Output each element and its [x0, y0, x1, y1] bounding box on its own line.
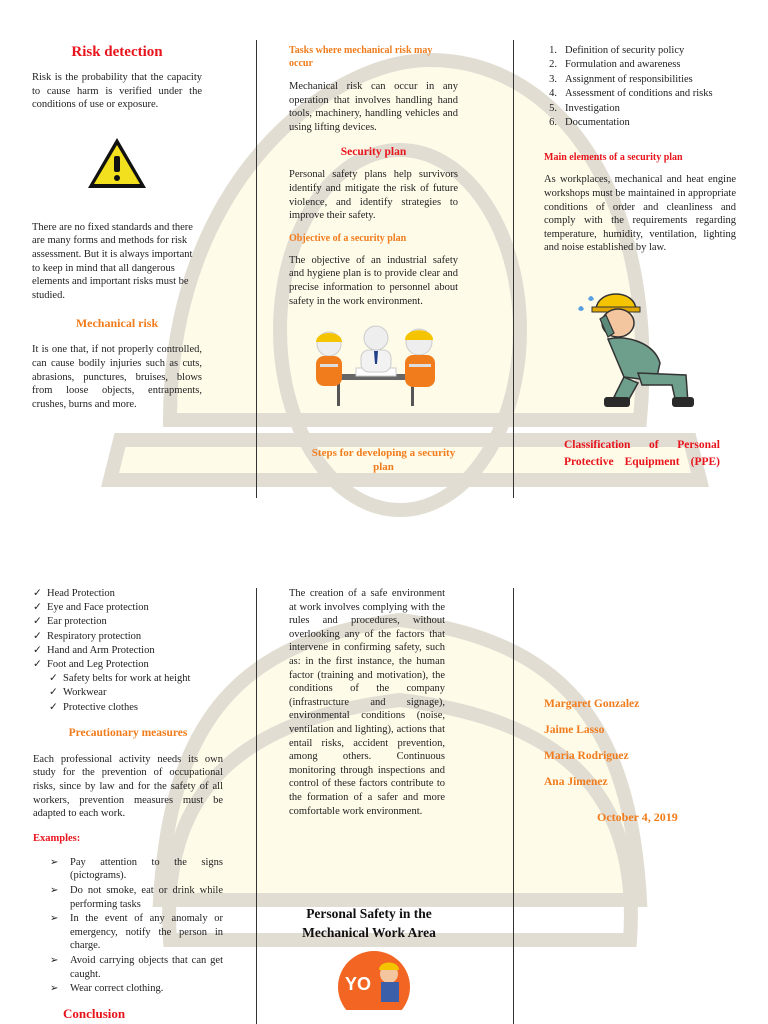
list-item: 4. Assessment of conditions and risks [549, 88, 713, 100]
conclusion-title: Conclusion [63, 1005, 126, 1021]
list-item: 6. Documentation [549, 117, 630, 129]
conclusion-text: The creation of a safe environment at work involves complying with the rules and procedures, without overlooking any of the factors that intervene in confirming safety, such as: in the first instance, the human factor (training and motivation), the conditions of the company (infrastructure and signage), environmental conditions (noise, ventilation and lighting), actions that entail risks, accident prevention, among others. Continuous monitoring through inspections and control of these factors contribute to the formation of a safer and more comfortable work environment. [289, 588, 445, 817]
tasks-title: Tasks where mechanical risk may occur [289, 45, 433, 69]
warning-triangle-icon [32, 136, 202, 195]
list-item: 3. Assignment of responsibilities [549, 73, 693, 85]
list-item: 5. Investigation [549, 102, 620, 114]
list-item: 2. Formulation and awareness [549, 59, 681, 71]
badge-text: YO [345, 974, 372, 995]
examples-list [33, 856, 223, 996]
author-name: Ana Jimenez [544, 776, 608, 788]
list-item: ✓ Eye and Face protection [33, 602, 149, 614]
risk-definition-text: Risk is the probability that the capacity to cause harm is verified under the conditions of use or exposure. [32, 72, 202, 111]
cover-title: Personal Safety in the Mechanical Work Area [302, 906, 436, 941]
list-item: ✓ Hand and Arm Protection [33, 644, 155, 656]
column-divider-2 [513, 40, 514, 498]
panel-conclusion-cover [289, 587, 445, 1010]
panel-risk-detection [32, 44, 202, 411]
list-item: ✓ Protective clothes [49, 701, 138, 713]
tasks-text: Mechanical risk can occur in any operation that involves handling hand tools, machinery, handling vehicles and using lifting devices. [289, 81, 458, 133]
main-elements-text: As workplaces, mechanical and heat engine workshops must be maintained in appropriate conditions of order and cleanliness and comply with the requirements regarding temperature, humidity, ventilation, lighting and noise established by law. [544, 174, 736, 254]
list-item: ✓ Respiratory protection [33, 630, 142, 642]
risk-detection-title: Risk detection [71, 44, 163, 60]
list-item: ✓ Workwear [49, 687, 107, 699]
steps-title: Steps for developing a security plan [311, 447, 456, 474]
tired-worker-illustration [568, 285, 718, 415]
team-meeting-illustration [301, 324, 451, 408]
list-item: ➢ Avoid carrying objects that can get caught. [50, 954, 223, 980]
precautionary-text: Each professional activity needs its own study for the prevention of occupational risks, since by law and for the safety of all workers, prevention measures must be adapted to each work. [33, 753, 223, 820]
risk-assessment-text: There are no fixed standards and there are many forms and methods for risk assessment. But it is always important to keep in mind that all dangerous elements and important risks must be studied. [32, 221, 193, 301]
steps-list [540, 44, 736, 130]
ppe-classification-title: Classification of Personal Protective Equipment (PPE) [564, 439, 720, 468]
mechanical-risk-title: Mechanical risk [75, 316, 159, 331]
objective-text: The objective of an industrial safety and hygiene plan is to provide clear and precise information to personnel about safety in the work environment. [289, 254, 458, 307]
panel-ppe-precautions [33, 587, 223, 1022]
precautionary-title: Precautionary measures [68, 726, 188, 739]
panel-security-plan [289, 44, 458, 474]
list-item: ➢ Wear correct clothing. [50, 983, 164, 995]
column-divider-1 [256, 40, 257, 498]
list-item: ✓ Ear protection [33, 616, 107, 628]
list-item: 1. Definition of security policy [549, 45, 685, 56]
examples-title: Examples: [33, 832, 81, 844]
column-divider-4 [513, 588, 514, 1024]
author-name: Jaime Lasso [544, 724, 605, 736]
author-name: Maria Rodriguez [544, 750, 629, 762]
date-text: October 4, 2019 [597, 810, 678, 824]
worker-badge-logo [337, 950, 411, 1010]
author-name: Margaret Gonzalez [544, 698, 640, 710]
list-item: ➢ In the event of any anomaly or emergency, notify the person in charge. [50, 913, 223, 952]
main-elements-title: Main elements of a security plan [544, 152, 683, 164]
mechanical-risk-text: It is one that, if not properly controlled, can cause bodily injuries such as cuts, abrasions, punctures, bruises, blows from loose objects, entrapments, crushes, burns and more. [32, 344, 202, 410]
panel-steps-elements [540, 44, 736, 471]
column-divider-3 [256, 588, 257, 1024]
security-plan-title: Security plan [340, 146, 407, 159]
list-item: ✓ Head Protection [33, 588, 115, 599]
list-item: ✓ Safety belts for work at height [49, 673, 191, 685]
panel-authors [544, 698, 744, 839]
list-item: ✓ Foot and Leg Protection [33, 659, 149, 671]
objective-title: Objective of a security plan [289, 232, 407, 244]
list-item: ➢ Pay attention to the signs (pictograms). [50, 856, 223, 882]
ppe-list [33, 587, 223, 715]
security-plan-text: Personal safety plans help survivors identify and mitigate the risk of future violence, and identify strategies to improve their safety. [289, 169, 458, 222]
list-item: ➢ Do not smoke, eat or drink while performing tasks [50, 884, 223, 910]
